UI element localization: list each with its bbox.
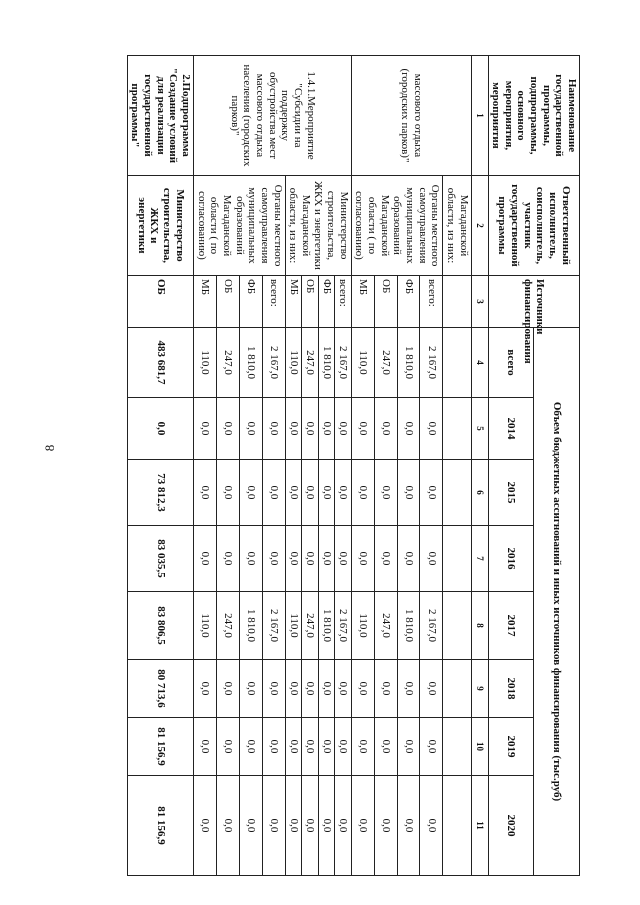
year-value-cell: 0,0 <box>194 460 217 526</box>
year-value-cell: 0,0 <box>216 526 239 592</box>
year-value-cell <box>443 460 471 526</box>
year-value-cell: 0,0 <box>397 526 420 592</box>
year-value-cell <box>443 592 471 660</box>
year-value-cell: 0,0 <box>374 398 397 460</box>
program-name-cell: 2.Подпрограмма "Создание условий для реализации государственной программы" <box>127 56 193 176</box>
year-value-cell: 0,0 <box>285 776 302 876</box>
page-number: 8 <box>42 444 57 452</box>
col-number: 2 <box>471 176 488 276</box>
total-value-cell: 2 167,0 <box>262 328 285 398</box>
year-value-cell: 0,0 <box>194 660 217 718</box>
total-value-cell: 110,0 <box>285 328 302 398</box>
year-value-cell: 81 156,9 <box>127 718 193 776</box>
source-cell: ОБ <box>302 276 319 328</box>
year-value-cell: 2 167,0 <box>420 592 443 660</box>
source-cell: ОБ <box>374 276 397 328</box>
year-value-cell: 0,0 <box>302 460 319 526</box>
year-value-cell: 0,0 <box>397 660 420 718</box>
table-row <box>262 56 285 876</box>
total-value-cell: 1 810,0 <box>397 328 420 398</box>
year-value-cell: 0,0 <box>318 460 335 526</box>
program-name-cell: 1.4.1.Мероприятие "Субсидии на поддержку обустройства мест массового отдыха населения (городских парков)" <box>194 56 352 176</box>
year-value-cell: 2 167,0 <box>262 592 285 660</box>
col-number: 7 <box>471 526 488 592</box>
year-value-cell <box>443 776 471 876</box>
source-cell: ФБ <box>397 276 420 328</box>
executor-cell: Магаданской области, из них: <box>443 176 471 276</box>
year-value-cell: 0,0 <box>302 718 319 776</box>
executor-cell: Органы местного самоуправления муниципальных образований Магаданской области ( по согласованию) <box>194 176 285 276</box>
source-cell: ФБ <box>239 276 262 328</box>
year-value-cell <box>443 526 471 592</box>
year-value-cell: 0,0 <box>194 526 217 592</box>
total-value-cell: 483 681,7 <box>127 328 193 398</box>
table-row <box>127 56 193 876</box>
year-value-cell: 0,0 <box>351 460 374 526</box>
year-value-cell: 0,0 <box>397 398 420 460</box>
table-row <box>420 56 443 876</box>
year-value-cell: 0,0 <box>302 398 319 460</box>
year-value-cell: 0,0 <box>239 526 262 592</box>
source-cell: МБ <box>351 276 374 328</box>
year-value-cell: 0,0 <box>335 660 352 718</box>
year-value-cell: 73 812,3 <box>127 460 193 526</box>
year-value-cell: 1 810,0 <box>318 592 335 660</box>
year-value-cell: 0,0 <box>397 776 420 876</box>
year-value-cell: 0,0 <box>216 398 239 460</box>
column-number-row <box>471 56 488 876</box>
source-cell: всего: <box>420 276 443 328</box>
year-value-cell: 0,0 <box>374 718 397 776</box>
year-value-cell: 0,0 <box>420 398 443 460</box>
year-value-cell: 0,0 <box>420 460 443 526</box>
year-value-cell: 0,0 <box>351 398 374 460</box>
table-body <box>127 56 471 876</box>
year-value-cell: 0,0 <box>397 460 420 526</box>
header-executor: Ответственный исполнитель, соисполнитель, участник государственной программы <box>488 176 579 276</box>
year-value-cell: 0,0 <box>285 460 302 526</box>
year-value-cell: 247,0 <box>216 592 239 660</box>
rotated-table-wrapper <box>70 55 580 875</box>
source-cell: всего: <box>335 276 352 328</box>
total-value-cell: 247,0 <box>302 328 319 398</box>
source-cell <box>443 276 471 328</box>
executor-cell: Органы местного самоуправления муниципальных образований Магаданской области ( по согласованию) <box>351 176 442 276</box>
year-value-cell: 0,0 <box>262 460 285 526</box>
year-value-cell: 247,0 <box>374 592 397 660</box>
year-value-cell <box>443 398 471 460</box>
year-value-cell: 0,0 <box>262 526 285 592</box>
year-value-cell: 0,0 <box>194 398 217 460</box>
year-value-cell: 0,0 <box>239 398 262 460</box>
year-value-cell: 81 156,9 <box>127 776 193 876</box>
year-value-cell: 83 806,5 <box>127 592 193 660</box>
year-value-cell: 1 810,0 <box>397 592 420 660</box>
source-cell: ФБ <box>318 276 335 328</box>
col-number: 4 <box>471 328 488 398</box>
year-value-cell: 0,0 <box>302 526 319 592</box>
year-value-cell: 0,0 <box>335 776 352 876</box>
header-source: Источники финансирования <box>488 276 579 328</box>
source-cell: МБ <box>285 276 302 328</box>
col-number: 5 <box>471 398 488 460</box>
year-value-cell: 0,0 <box>285 398 302 460</box>
col-number: 3 <box>471 276 488 328</box>
year-value-cell: 0,0 <box>216 660 239 718</box>
year-value-cell: 110,0 <box>351 592 374 660</box>
header-year-2015: 2015 <box>488 460 534 526</box>
col-number: 1 <box>471 56 488 176</box>
year-value-cell: 0,0 <box>397 718 420 776</box>
year-value-cell: 0,0 <box>335 398 352 460</box>
total-value-cell: 1 810,0 <box>318 328 335 398</box>
total-value-cell <box>443 328 471 398</box>
table-row <box>335 56 352 876</box>
header-year-2020: 2020 <box>488 776 534 876</box>
year-value-cell: 0,0 <box>351 718 374 776</box>
year-value-cell: 0,0 <box>194 718 217 776</box>
total-value-cell: 1 810,0 <box>239 328 262 398</box>
year-value-cell: 0,0 <box>374 526 397 592</box>
table-row <box>443 56 471 876</box>
year-value-cell: 0,0 <box>335 526 352 592</box>
source-cell: ОБ <box>127 276 193 328</box>
year-value-cell: 0,0 <box>351 776 374 876</box>
year-value-cell: 2 167,0 <box>335 592 352 660</box>
year-value-cell: 0,0 <box>262 776 285 876</box>
year-value-cell: 0,0 <box>318 526 335 592</box>
year-value-cell: 0,0 <box>285 526 302 592</box>
header-year-2019: 2019 <box>488 718 534 776</box>
total-value-cell: 247,0 <box>216 328 239 398</box>
source-cell: ОБ <box>216 276 239 328</box>
header-year-2017: 2017 <box>488 592 534 660</box>
year-value-cell: 0,0 <box>216 460 239 526</box>
year-value-cell: 0,0 <box>239 660 262 718</box>
year-value-cell: 0,0 <box>262 718 285 776</box>
year-value-cell: 1 810,0 <box>239 592 262 660</box>
year-value-cell: 0,0 <box>194 776 217 876</box>
source-cell: всего: <box>262 276 285 328</box>
year-value-cell: 0,0 <box>318 776 335 876</box>
year-value-cell: 110,0 <box>285 592 302 660</box>
header-year-2016: 2016 <box>488 526 534 592</box>
year-value-cell: 0,0 <box>302 660 319 718</box>
col-number: 8 <box>471 592 488 660</box>
col-number: 11 <box>471 776 488 876</box>
total-value-cell: 247,0 <box>374 328 397 398</box>
year-value-cell: 0,0 <box>239 776 262 876</box>
year-value-cell: 0,0 <box>420 776 443 876</box>
year-value-cell: 0,0 <box>318 398 335 460</box>
year-value-cell: 0,0 <box>262 398 285 460</box>
source-cell: МБ <box>194 276 217 328</box>
col-number: 6 <box>471 460 488 526</box>
year-value-cell: 247,0 <box>302 592 319 660</box>
year-value-cell: 0,0 <box>302 776 319 876</box>
year-value-cell: 0,0 <box>374 660 397 718</box>
total-value-cell: 2 167,0 <box>420 328 443 398</box>
year-value-cell: 0,0 <box>239 718 262 776</box>
year-value-cell: 110,0 <box>194 592 217 660</box>
year-value-cell: 0,0 <box>374 460 397 526</box>
col-number: 9 <box>471 660 488 718</box>
year-value-cell: 0,0 <box>216 718 239 776</box>
year-value-cell: 0,0 <box>127 398 193 460</box>
year-value-cell: 0,0 <box>262 660 285 718</box>
year-value-cell: 0,0 <box>351 660 374 718</box>
header-total: всего <box>488 328 534 398</box>
year-value-cell: 0,0 <box>335 460 352 526</box>
funding-table <box>127 55 580 876</box>
year-value-cell <box>443 718 471 776</box>
executor-cell: Министерство строительства, ЖКХ и энергетики Магаданской области, из них: <box>285 176 351 276</box>
program-name-cell: массового отдыха (городских парков)" <box>351 56 471 176</box>
year-value-cell: 0,0 <box>239 460 262 526</box>
header-year-2018: 2018 <box>488 660 534 718</box>
year-value-cell: 0,0 <box>351 526 374 592</box>
year-value-cell <box>443 660 471 718</box>
header-year-2014: 2014 <box>488 398 534 460</box>
total-value-cell: 110,0 <box>351 328 374 398</box>
year-value-cell: 0,0 <box>420 718 443 776</box>
year-value-cell: 80 713,6 <box>127 660 193 718</box>
executor-cell: Министерство строительства, ЖКХ и энергетики <box>127 176 193 276</box>
year-value-cell: 83 035,5 <box>127 526 193 592</box>
year-value-cell: 0,0 <box>374 776 397 876</box>
year-value-cell: 0,0 <box>318 718 335 776</box>
year-value-cell: 0,0 <box>285 660 302 718</box>
total-value-cell: 110,0 <box>194 328 217 398</box>
col-number: 10 <box>471 718 488 776</box>
year-value-cell: 0,0 <box>285 718 302 776</box>
header-program-name: Наименование государственной программы, подпрограммы, основного мероприятия, мероприятия <box>488 56 579 176</box>
year-value-cell: 0,0 <box>318 660 335 718</box>
year-value-cell: 0,0 <box>216 776 239 876</box>
total-value-cell: 2 167,0 <box>335 328 352 398</box>
header-funding-group: Объем бюджетных ассигнований и иных источников финансирования (тыс.руб) <box>534 328 580 876</box>
year-value-cell: 0,0 <box>420 660 443 718</box>
year-value-cell: 0,0 <box>335 718 352 776</box>
year-value-cell: 0,0 <box>420 526 443 592</box>
